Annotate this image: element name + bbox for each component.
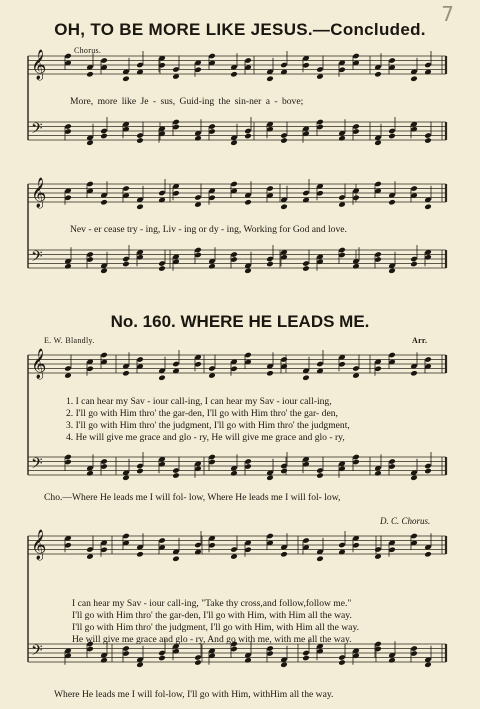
system4-verse-4: He will give me grace and glo - ry, And go with me, with me all the way. bbox=[72, 634, 352, 645]
note-head bbox=[100, 267, 108, 274]
note-head bbox=[244, 657, 252, 664]
note-head bbox=[230, 71, 238, 78]
bass-clef: 𝄢 bbox=[31, 120, 43, 141]
treble-clef: 𝄞 bbox=[31, 178, 47, 208]
system4-verse-2: I'll go with Him thro' the gar-den, I'll go with Him, with Him all the way. bbox=[72, 610, 352, 621]
note-head bbox=[230, 139, 238, 146]
note-head bbox=[410, 370, 418, 377]
note-head bbox=[424, 661, 432, 668]
bass-clef: 𝄢 bbox=[31, 642, 43, 663]
note-head bbox=[410, 474, 418, 481]
note-head bbox=[266, 370, 274, 377]
note-head bbox=[86, 71, 94, 78]
note-head bbox=[410, 75, 418, 82]
note-head bbox=[194, 135, 202, 142]
note-head bbox=[122, 370, 130, 377]
note-head bbox=[172, 472, 180, 479]
page-title: OH, TO BE MORE LIKE JESUS.—Concluded. bbox=[54, 20, 426, 39]
note-head bbox=[338, 659, 346, 666]
note-head bbox=[136, 551, 144, 558]
note-head bbox=[302, 374, 310, 381]
note-head bbox=[266, 75, 274, 82]
chorus-label: Chorus. bbox=[74, 46, 102, 55]
system4-chorus-lyric: Where He leads me I will fol-low, I'll go with Him, withHim all the way. bbox=[54, 689, 334, 700]
note-head bbox=[86, 139, 94, 146]
note-head bbox=[352, 263, 360, 270]
note-head bbox=[208, 263, 216, 270]
note-head bbox=[244, 267, 252, 274]
note-head bbox=[316, 555, 324, 562]
note-head bbox=[338, 135, 346, 142]
note-head bbox=[122, 75, 130, 82]
system3-verse-1: 1. I can hear my Sav - iour call-ing, I can hear my Sav - iour call-ing, bbox=[66, 396, 332, 407]
note-head bbox=[136, 661, 144, 668]
note-head bbox=[388, 199, 396, 206]
treble-clef: 𝄞 bbox=[31, 50, 47, 80]
note-head bbox=[374, 139, 382, 146]
system3-verse-4: 4. He will give me grace and glo - ry, He will give me grace and glo - ry, bbox=[66, 432, 345, 443]
bass-clef: 𝄢 bbox=[31, 455, 43, 476]
system3-verse-2: 2. I'll go with Him thro' the gar-den, I'll go with Him thro' the gar- den, bbox=[66, 408, 338, 419]
note-head bbox=[266, 474, 274, 481]
note-head bbox=[136, 137, 144, 144]
note-head bbox=[374, 71, 382, 78]
note-head bbox=[158, 655, 166, 662]
note-head bbox=[388, 133, 396, 140]
note-head bbox=[122, 474, 130, 481]
note-head bbox=[302, 265, 310, 272]
note-head bbox=[280, 661, 288, 668]
note-head bbox=[158, 374, 166, 381]
system3-verse-3: 3. I'll go with Him thro' the judgment, I'll go with Him thro' the judgment, bbox=[66, 420, 350, 431]
hymn-author: E. W. Blandly. bbox=[44, 336, 95, 345]
note-head bbox=[266, 261, 274, 268]
note-head bbox=[194, 659, 202, 666]
dc-chorus-label: D. C. Chorus. bbox=[380, 516, 431, 526]
note-head bbox=[136, 468, 144, 475]
note-head bbox=[244, 199, 252, 206]
note-head bbox=[424, 551, 432, 558]
treble-clef: 𝄞 bbox=[31, 349, 47, 379]
system1-lyric: More, more like Je - sus, Guid-ing the sin-ner a - bove; bbox=[70, 96, 304, 107]
note-head bbox=[64, 263, 72, 270]
note-head bbox=[388, 267, 396, 274]
system4-verse-1: I can hear my Sav - iour call-ing, "Take thy cross,and follow,follow me." bbox=[72, 598, 352, 609]
system4-verse-3: I'll go with Him thro' the judgment, I'll go with Him, with Him all the way. bbox=[72, 622, 360, 633]
note-head bbox=[172, 555, 180, 562]
note-head bbox=[158, 265, 166, 272]
note-head bbox=[388, 657, 396, 664]
system3-chorus-lyric: Cho.—Where He leads me I will fol- low, Where He leads me I will fol- low, bbox=[44, 492, 341, 503]
note-head bbox=[424, 203, 432, 210]
note-head bbox=[280, 203, 288, 210]
page-corner-mark: 7 bbox=[441, 2, 454, 26]
bass-clef: 𝄢 bbox=[31, 248, 43, 269]
hymn-arranger: Arr. bbox=[412, 336, 428, 345]
treble-clef: 𝄞 bbox=[31, 530, 47, 560]
note-head bbox=[280, 468, 288, 475]
note-head bbox=[424, 137, 432, 144]
hymn-title: No. 160. WHERE HE LEADS ME. bbox=[110, 312, 370, 331]
note-head bbox=[424, 468, 432, 475]
note-head bbox=[136, 203, 144, 210]
note-head bbox=[230, 470, 238, 477]
note-head bbox=[374, 470, 382, 477]
note-head bbox=[244, 133, 252, 140]
note-head bbox=[86, 470, 94, 477]
note-head bbox=[122, 261, 130, 268]
note-head bbox=[280, 551, 288, 558]
system2-lyric: Nev - er cease try - ing, Liv - ing or dy - ing, Working for God and love. bbox=[70, 224, 347, 235]
note-head bbox=[316, 472, 324, 479]
note-head bbox=[100, 199, 108, 206]
note-head bbox=[280, 137, 288, 144]
note-head bbox=[302, 655, 310, 662]
note-head bbox=[100, 133, 108, 140]
note-head bbox=[410, 261, 418, 268]
note-head bbox=[100, 657, 108, 664]
